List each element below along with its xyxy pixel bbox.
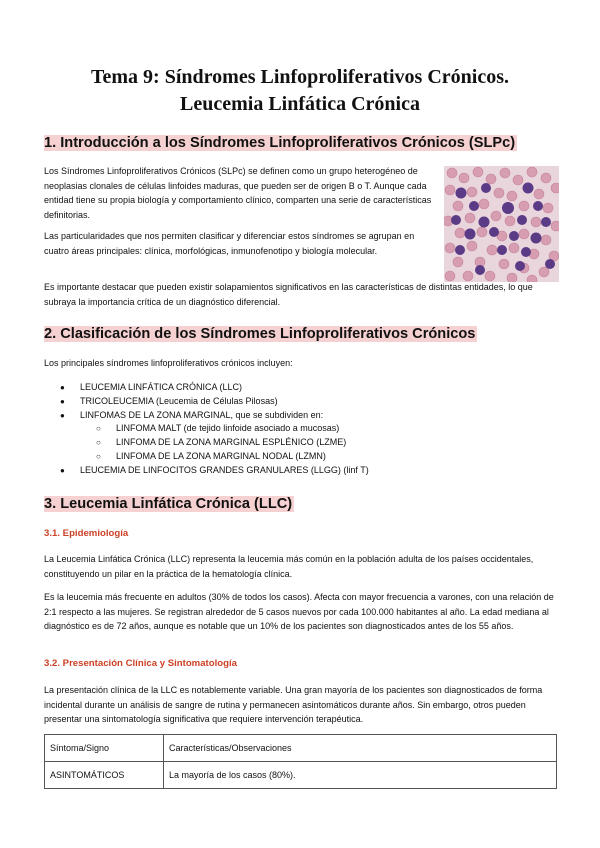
subsection-3-1-heading: 3.1. Epidemiología <box>44 528 129 539</box>
table-header-row <box>45 735 557 762</box>
subsection-3-2-paragraph-1: La presentación clínica de la LLC es notablemente variable. Una gran mayoría de los pacientes son diagnosticados de forma incidental durante un análisis de sangre de rutina y permanecen asintomáticos durante años. Sin embargo, otros pueden presentar una sintomatología significativa que requiere intervención terapéutica. <box>44 685 543 725</box>
table-header-cell: Características/Observaciones <box>164 735 557 762</box>
table-cell: ASINTOMÁTICOS <box>45 762 164 789</box>
list-item: ● LINFOMAS DE LA ZONA MARGINAL, que se subdividen en: ○ LINFOMA MALT (de tejido linfoide asociado a mucosas) ○ LINFOMA DE LA ZONA MARGINAL ESPLÉNICO (LZME) ○ LINFOMA DE LA ZONA MARGINAL NODAL (LZMN) <box>44 409 544 464</box>
blood-smear-image <box>444 166 559 282</box>
section-2-intro: Los principales síndromes linfoproliferativos crónicos incluyen: <box>44 358 293 368</box>
circle-bullet-icon: ○ <box>96 451 101 461</box>
section-3-heading: 3. Leucemia Linfática Crónica (LLC) <box>44 496 293 512</box>
subsection-3-1-paragraph-1: La Leucemia Linfática Crónica (LLC) representa la leucemia más común en la población adulta de los países occidentales, constituyendo un pilar en la práctica de la hematología clínica. <box>44 554 534 579</box>
section-2-heading: 2. Clasificación de los Síndromes Linfoproliferativos Crónicos <box>44 326 476 342</box>
list-item: ● LEUCEMIA DE LINFOCITOS GRANDES GRANULARES (LLGG) (linf T) <box>44 464 544 478</box>
bullet-icon: ● <box>60 410 65 420</box>
subsection-3-1-paragraph-2: Es la leucemia más frecuente en adultos (30% de todos los casos). Afecta con mayor frecuencia a varones, con una relación de 2:1 respecto a las mujeres. Se registran alrededor de 5 casos nuevos por cada 100.000 habitantes al año. La edad mediana al diagnóstico es de 72 años, aunque es notable que un 10% de los pacientes son diagnosticados antes de los 55 años. <box>44 592 554 632</box>
list-item: ● LEUCEMIA LINFÁTICA CRÓNICA (LLC) <box>44 381 544 395</box>
blood-smear-illustration <box>444 166 559 282</box>
list-item: ● TRICOLEUCEMIA (Leucemia de Células Pilosas) <box>44 395 544 409</box>
sublist-item: ○ LINFOMA MALT (de tejido linfoide asociado a mucosas) <box>44 422 544 436</box>
document-title <box>40 64 560 118</box>
section-1-heading: 1. Introducción a los Síndromes Linfoproliferativos Crónicos (SLPc) <box>44 135 516 151</box>
table-cell: La mayoría de los casos (80%). <box>164 762 557 789</box>
section-1-paragraph-1: Los Síndromes Linfoproliferativos Crónicos (SLPc) se definen como un grupo heterogéneo de neoplasias clonales de células linfoides maduras, que pueden ser de origen B o T. Aunque cada entidad tiene su propia biología y comportamiento clínico, comparten una serie de características definitorias. <box>44 166 432 220</box>
slpc-list <box>44 381 544 478</box>
title-line-1: Tema 9: Síndromes Linfoproliferativos Crónicos. <box>91 66 509 88</box>
circle-bullet-icon: ○ <box>96 424 101 434</box>
bullet-icon: ● <box>60 383 65 392</box>
symptoms-table <box>44 734 557 789</box>
sublist-item: ○ LINFOMA DE LA ZONA MARGINAL ESPLÉNICO (LZME) <box>44 436 544 450</box>
table-row <box>45 762 557 789</box>
subsection-3-2-heading: 3.2. Presentación Clínica y Sintomatología <box>44 658 237 669</box>
section-1-paragraph-2: Las particularidades que nos permiten clasificar y diferenciar estos síndromes se agrupan en cuatro áreas principales: clínica, morfológicas, inmunofenotipo y biología molecular. <box>44 231 415 256</box>
title-line-2: Leucemia Linfática Crónica <box>180 93 420 115</box>
zona-marginal-sublist <box>80 422 544 463</box>
table-header-cell: Síntoma/Signo <box>45 735 164 762</box>
bullet-icon: ● <box>60 465 65 475</box>
sublist-item: ○ LINFOMA DE LA ZONA MARGINAL NODAL (LZMN) <box>44 450 544 464</box>
bullet-icon: ● <box>60 396 65 406</box>
circle-bullet-icon: ○ <box>96 438 101 448</box>
section-1-paragraph-3: Es importante destacar que pueden existir solapamientos significativos en las características de distintas entidades, lo que subraya la importancia crítica de un diagnóstico diferencial. <box>44 282 533 307</box>
